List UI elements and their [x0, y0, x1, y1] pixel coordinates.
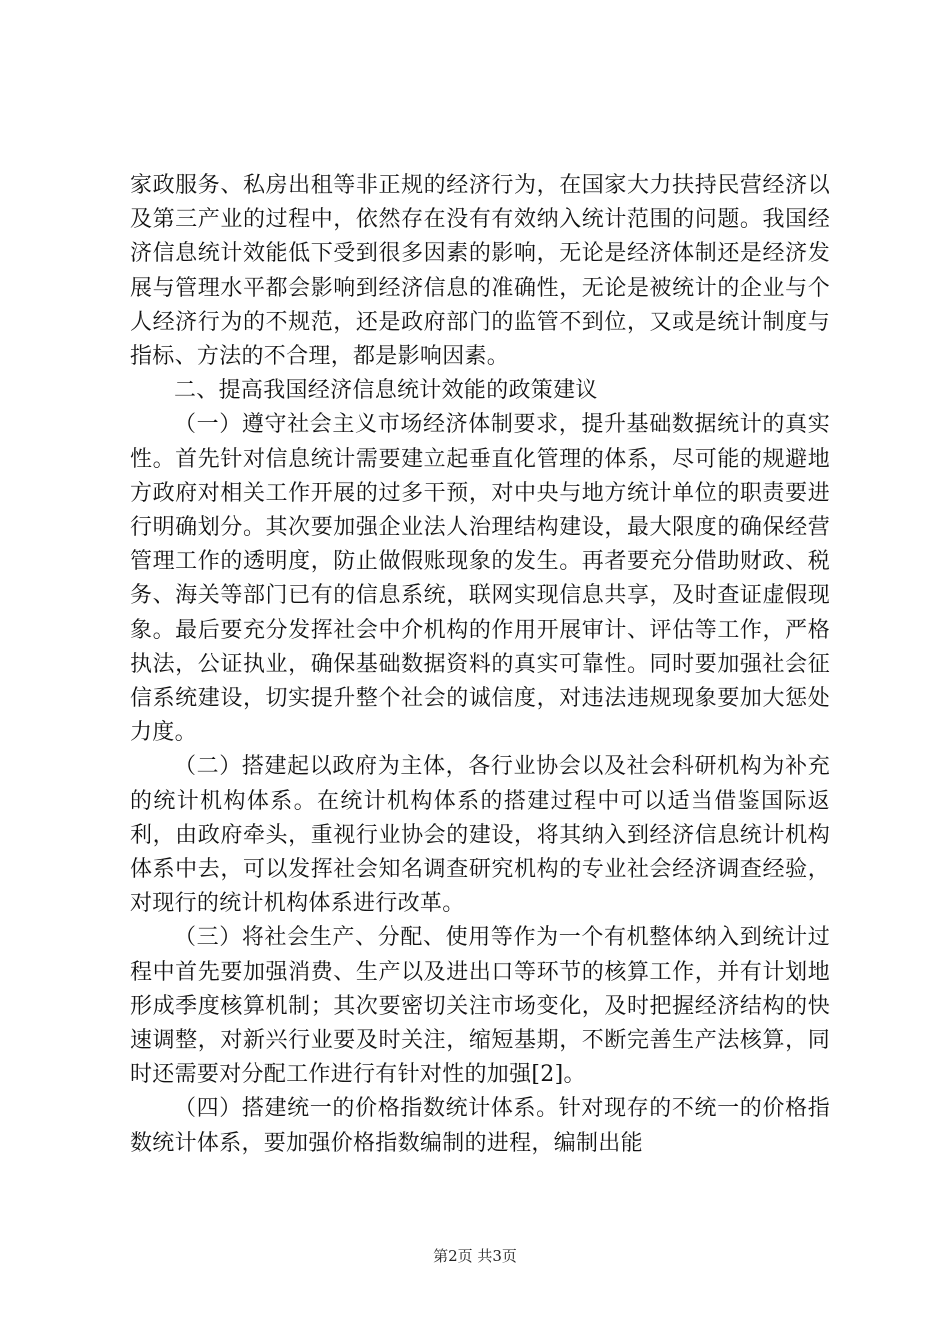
- page-number-footer: 第2页 共3页: [433, 1247, 517, 1265]
- paragraph-continuation: 家政服务、私房出租等非正规的经济行为，在国家大力扶持民营经济以及第三产业的过程中，依然存在没有有效纳入统计范围的问题。我国经济信息统计效能低下受到很多因素的影响，无论是经济体制还是经济发展与管理水平都会影响到经济信息的准确性，无论是被统计的企业与个人经济行为的不规范，还是政府部门的监管不到位，又或是统计制度与指标、方法的不合理，都是影响因素。: [130, 173, 830, 370]
- paragraph-item-1: （一）遵守社会主义市场经济体制要求，提升基础数据统计的真实性。首先针对信息统计需要建立起垂直化管理的体系，尽可能的规避地方政府对相关工作开展的过多干预，对中央与地方统计单位的职责要进行明确划分。其次要加强企业法人治理结构建设，最大限度的确保经营管理工作的透明度，防止做假账现象的发生。再者要充分借助财政、税务、海关等部门已有的信息系统，联网实现信息共享，及时查证虚假现象。最后要充分发挥社会中介机构的作用开展审计、评估等工作，严格执法，公证执业，确保基础数据资料的真实可靠性。同时要加强社会征信系统建设，切实提升整个社会的诚信度，对违法违规现象要加大惩处力度。: [130, 412, 830, 746]
- paragraph-item-3: （三）将社会生产、分配、使用等作为一个有机整体纳入到统计过程中首先要加强消费、生产以及进出口等环节的核算工作，并有计划地形成季度核算机制；其次要密切关注市场变化，及时把握经济结构的快速调整，对新兴行业要及时关注，缩短基期，不断完善生产法核算，同时还需要对分配工作进行有针对性的加强[2]。: [130, 925, 830, 1088]
- paragraph-item-2: （二）搭建起以政府为主体，各行业协会以及社会科研机构为补充的统计机构体系。在统计机构体系的搭建过程中可以适当借鉴国际返利，由政府牵头，重视行业协会的建设，将其纳入到经济信息统计机构体系中去，可以发挥社会知名调查研究机构的专业社会经济调查经验，对现行的统计机构体系进行改革。: [130, 754, 830, 917]
- document-body: [130, 169, 830, 1161]
- paragraph-item-4: （四）搭建统一的价格指数统计体系。针对现存的不统一的价格指数统计体系，要加强价格指数编制的进程，编制出能: [130, 1096, 830, 1156]
- section-heading: 二、提高我国经济信息统计效能的政策建议: [174, 378, 598, 404]
